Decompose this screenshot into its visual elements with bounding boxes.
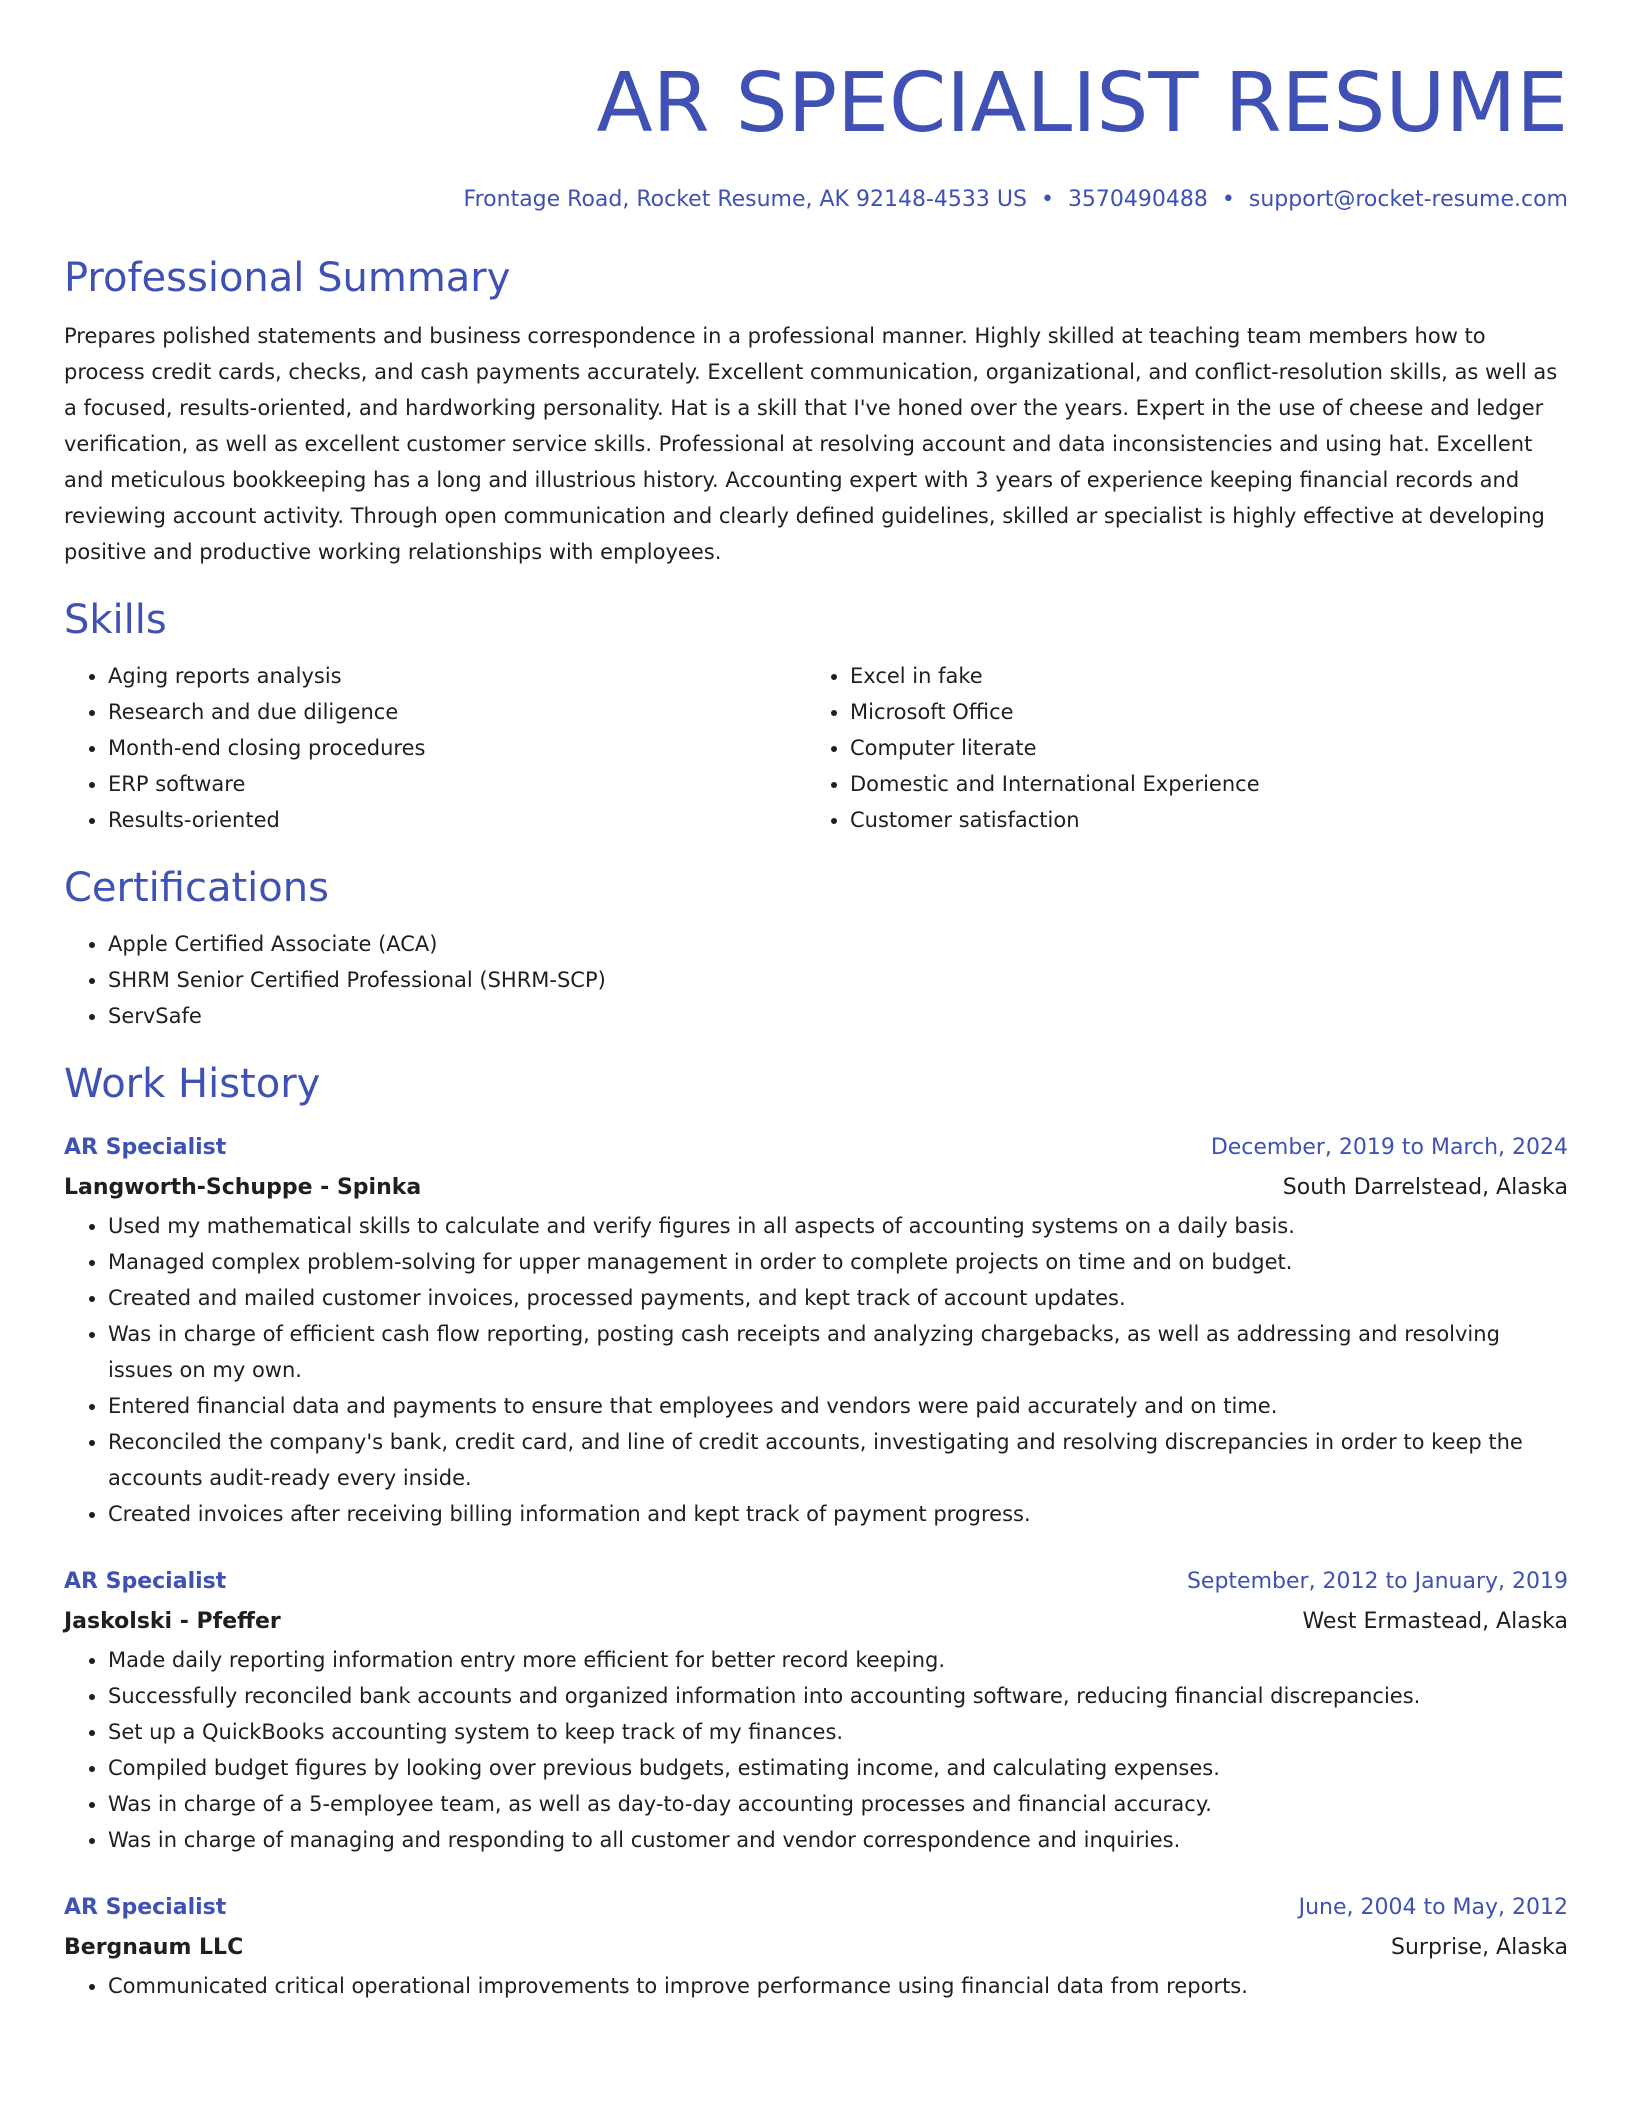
list-item: • Was in charge of managing and responding to all customer and vendor correspondence and inquiries. xyxy=(108,1822,1568,1858)
certifications-list xyxy=(64,926,1568,1034)
skills-left-list xyxy=(64,658,806,838)
resume-title: AR SPECIALIST RESUME xyxy=(596,56,1568,151)
list-item: • Made daily reporting information entry more efficient for better record keeping. xyxy=(108,1642,1568,1678)
skills-heading: Skills xyxy=(64,597,167,643)
skills-right-column xyxy=(806,658,1548,838)
job-title-row xyxy=(64,1888,1568,1928)
job-company: Langworth-Schuppe - Spinka xyxy=(64,1175,422,1200)
job-company-row xyxy=(64,1928,1568,1968)
job-company: Bergnaum LLC xyxy=(64,1935,244,1960)
contact-address: Frontage Road, Rocket Resume, AK 92148-4533 US xyxy=(463,187,1027,212)
list-item: • Compiled budget figures by looking over previous budgets, estimating income, and calculating expenses. xyxy=(108,1750,1568,1786)
job-list xyxy=(64,1128,1568,2004)
list-item: • Created and mailed customer invoices, processed payments, and kept track of account updates. xyxy=(108,1280,1568,1316)
job-company-row xyxy=(64,1602,1568,1642)
job-company-row xyxy=(64,1168,1568,1208)
list-item: • Reconciled the company's bank, credit card, and line of credit accounts, investigating and resolving discrepancies in order to keep the accounts audit-ready every inside. xyxy=(108,1424,1568,1496)
job-title: AR Specialist xyxy=(64,1135,227,1160)
job-location: South Darrelstead, Alaska xyxy=(1282,1175,1568,1200)
job-title: AR Specialist xyxy=(64,1895,227,1920)
list-item: • Was in charge of a 5-employee team, as well as day-to-day accounting processes and financial accuracy. xyxy=(108,1786,1568,1822)
skills-right-list xyxy=(806,658,1548,838)
certifications-section xyxy=(64,864,1568,1034)
list-item: • Managed complex problem-solving for upper management in order to complete projects on time and on budget. xyxy=(108,1244,1568,1280)
list-item: • Microsoft Office xyxy=(850,694,1548,730)
work-history-heading: Work History xyxy=(64,1061,321,1107)
list-item: • Used my mathematical skills to calculate and verify figures in all aspects of accounting systems on a daily basis. xyxy=(108,1208,1568,1244)
skills-section xyxy=(64,596,1568,838)
job-entry xyxy=(64,1128,1568,1532)
job-company: Jaskolski - Pfeffer xyxy=(64,1609,281,1634)
list-item: • Month-end closing procedures xyxy=(108,730,806,766)
summary-heading: Professional Summary xyxy=(64,255,511,301)
list-item: • Set up a QuickBooks accounting system to keep track of my finances. xyxy=(108,1714,1568,1750)
job-title: AR Specialist xyxy=(64,1569,227,1594)
contact-line xyxy=(64,186,1568,214)
job-title-row xyxy=(64,1128,1568,1168)
list-item: • SHRM Senior Certified Professional (SHRM-SCP) xyxy=(108,962,1568,998)
skills-left-column xyxy=(64,658,806,838)
job-entry xyxy=(64,1562,1568,1858)
job-location: West Ermastead, Alaska xyxy=(1302,1609,1568,1634)
summary-section xyxy=(64,254,1568,570)
list-item: • Created invoices after receiving billing information and kept track of payment progress. xyxy=(108,1496,1568,1532)
summary-text: Prepares polished statements and business correspondence in a professional manner. Highly skilled at teaching team members how to process credit cards, checks, and cash payments accurately. Excellent communication, organizational, and conflict-resolution skills, as well as a focused, results-oriented, and hardworking personality. Hat is a skill that I've honed over the years. Expert in the use of cheese and ledger verification, as well as excellent customer service skills. Professional at resolving account and data inconsistencies and using hat. Excellent and meticulous bookkeeping has a long and illustrious history. Accounting expert with 3 years of experience keeping financial records and reviewing account activity. Through open communication and clearly defined guidelines, skilled ar specialist is highly effective at developing positive and productive working relationships with employees. xyxy=(64,324,1558,564)
list-item: • Excel in fake xyxy=(850,658,1548,694)
list-item: • Results-oriented xyxy=(108,802,806,838)
list-item: • Entered financial data and payments to ensure that employees and vendors were paid accurately and on time. xyxy=(108,1388,1568,1424)
job-dates: December, 2019 to March, 2024 xyxy=(1210,1135,1568,1160)
list-item: • Was in charge of efficient cash flow reporting, posting cash receipts and analyzing chargebacks, as well as addressing and resolving issues on my own. xyxy=(108,1316,1568,1388)
job-bullets xyxy=(64,1968,1568,2004)
list-item: • ServSafe xyxy=(108,998,1568,1034)
list-item: • ERP software xyxy=(108,766,806,802)
job-dates: September, 2012 to January, 2019 xyxy=(1186,1569,1568,1594)
certifications-heading: Certifications xyxy=(64,865,329,911)
list-item: • Apple Certified Associate (ACA) xyxy=(108,926,1568,962)
contact-phone: 3570490488 xyxy=(1067,187,1208,212)
job-entry xyxy=(64,1888,1568,2004)
job-dates: June, 2004 to May, 2012 xyxy=(1298,1895,1568,1920)
list-item: • Successfully reconciled bank accounts and organized information into accounting software, reducing financial discrepancies. xyxy=(108,1678,1568,1714)
list-item: • Research and due diligence xyxy=(108,694,806,730)
work-history-section xyxy=(64,1060,1568,2004)
contact-separator: • xyxy=(1221,187,1235,212)
job-bullets xyxy=(64,1208,1568,1532)
list-item: • Customer satisfaction xyxy=(850,802,1548,838)
list-item: • Aging reports analysis xyxy=(108,658,806,694)
list-item: • Domestic and International Experience xyxy=(850,766,1548,802)
contact-email[interactable]: support@rocket-resume.com xyxy=(1248,187,1568,212)
list-item: • Computer literate xyxy=(850,730,1548,766)
job-title-row xyxy=(64,1562,1568,1602)
job-bullets xyxy=(64,1642,1568,1858)
list-item: • Communicated critical operational improvements to improve performance using financial data from reports. xyxy=(108,1968,1568,2004)
skills-columns xyxy=(64,658,1568,838)
job-location: Surprise, Alaska xyxy=(1391,1935,1568,1960)
contact-separator: • xyxy=(1040,187,1054,212)
